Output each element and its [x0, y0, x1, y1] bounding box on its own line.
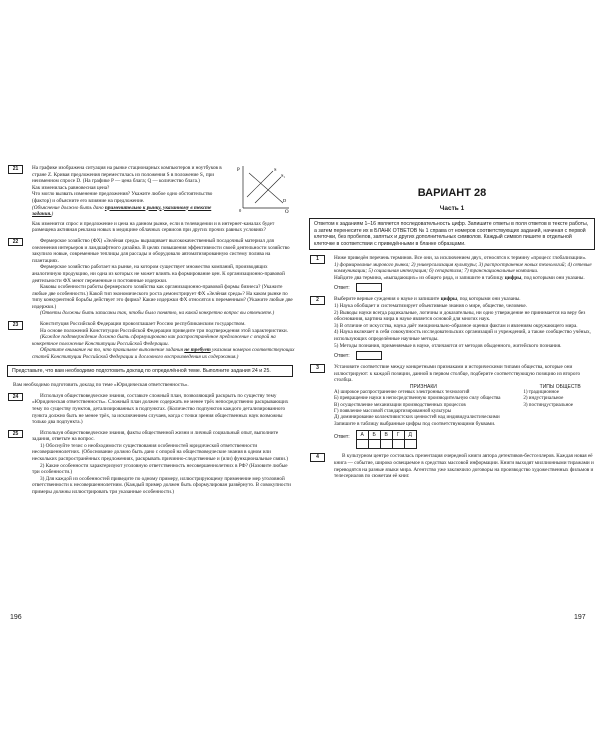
answer-letter: В: [380, 430, 392, 440]
question-text: Каковы особенности работы фермерского хозяйства как организационно-правовой формы бизнеса? (Укажите любые две особенности.) Какой тип экономического роста демонстрирует ФХ «Зелёная среда»? На каком рынке по типу конкурентной борьбы действует это фирма? Какие издержки ФХ относятся к переменным? (Укажите любые две издержки.): [32, 284, 293, 310]
question-number: 3: [310, 364, 325, 373]
answer-field[interactable]: [356, 351, 382, 360]
question-text: Конституция Российской Федерации провозглашает Россию республиканским государством.: [40, 321, 246, 328]
answer-cell[interactable]: [368, 440, 380, 449]
question-number: 1: [310, 255, 325, 264]
answer-line: Ответ: А Б В Г Д: [334, 430, 597, 450]
question-text: Используя обществоведческие знания, составьте сложный план, позволяющий раскрыть по существу тему «Юридическая ответственность». Сложный план должен содержать не менее трёх непосредственно раскрывающих тему по существу пунктов, детализированных в подпунктах. (Количество подпунктов каждого детализированного пункта должно быть не менее трёх, за исключением случаев, когда с точки зрения общественных наук возможны только два подпункта.): [32, 392, 289, 426]
answer-cell[interactable]: [404, 440, 416, 449]
question-text: Используя обществоведческие знания, факты общественной жизни и личный социальный опыт, выполните задания, ответьте на вопрос.: [32, 429, 279, 443]
answer-line: Ответ:: [334, 283, 597, 292]
matching-columns: [334, 384, 597, 421]
instruction-box: Ответом к заданиям 1–16 является последовательность цифр. Запишите ответы в поля ответов в тексте работы, а затем перенесите их в БЛАНК ОТВЕТОВ № 1 справа от номеров соответствующих заданий, начиная с первой клеточки, без пробелов, запятых и других дополнительных символов. Каждый символ пишите в отдельной клеточке в соответствии с приведёнными в бланке образцами.: [309, 218, 595, 250]
question-2: [307, 296, 597, 360]
question-text: Установите соответствие между конкретными признаками и историческими типами общества, которые они иллюстрируют: к каждой позиции, данной в первом столбце, подберите соответствующую позицию из второго столбца.: [334, 364, 581, 384]
question-25: [5, 430, 295, 496]
question-text: Выберите верные суждения о науке и запишите цифры, под которыми они указаны.: [334, 296, 521, 303]
question-sub: Как изменилась равновесная цена?: [32, 184, 110, 191]
question-task: Запишите в таблицу выбранные цифры под соответствующими буквами.: [334, 421, 496, 428]
part-title: Часть 1: [439, 205, 465, 212]
answer-letter: Б: [368, 430, 380, 440]
origin-label: 0: [239, 208, 242, 213]
question-item: 2) Какие особенности характеризуют уголовную ответственность несовершеннолетних в РФ? (Назовите любые три особенности.): [32, 462, 288, 476]
question-21-continued: [5, 221, 295, 234]
question-text: Фермерское хозяйство (ФХ) «Зелёная среда» выращивает высококачественный посадочный материал для озеленения интерьеров и ландшафтного дизайна. В целях повышения эффективности своей деятельности хозяйство закупило новые, современные теплицы для рассады и оборудовало автоматизированную систему полива на плантациях.: [32, 237, 290, 264]
answer-cell[interactable]: [392, 440, 404, 449]
answer-letter: А: [356, 430, 368, 440]
right-page: [307, 165, 597, 680]
statement: 3) В отличие от искусства, наука даёт эмоционально-образное оценки фактам и явлениям окружающего мира.: [334, 322, 578, 329]
question-number: 25: [8, 430, 23, 439]
types-column: ТИПЫ ОБЩЕСТВ 1) традиционное 2) индустриальное 3) постиндустриальное: [523, 383, 581, 408]
question-note: Обратите внимание на то, что правильное выполнение задания не требует указания номеров соответствующих статей Конституции Российской Федерации и дословного воспроизведения их содержания.): [32, 347, 295, 361]
question-text: Ниже приведён перечень терминов. Все они, за исключением двух, относятся к термину «процесс глобализации».: [334, 255, 587, 261]
question-text: На основе положений Конституции Российской Федерации приведите три подтверждения этой характеристики.: [40, 327, 288, 334]
question-note: (Объяснение должно быть дано применительно к рынку, указанному в тексте задания.): [32, 204, 212, 218]
question-number: 24: [8, 393, 23, 402]
question-number: 22: [8, 238, 23, 247]
question-24: [5, 393, 295, 426]
instruction-box: Представьте, что вам необходимо подготовить доклад по определённой теме. Выполните задания 24 и 25.: [7, 365, 293, 378]
question-item: 1) Обоснуйте тезис о необходимости существования особенностей юридической ответственности несовершеннолетних. (Обоснование должно быть дано с опорой на обществоведческие знания в одном или нескольких распространённых предложениях, раскрывать причинно-следственные и (или) функциональные связи.): [32, 442, 288, 463]
question-22: [5, 238, 295, 317]
question-text: В культурном центре состоялась презентация очередной книги автора детективов-бестселлеров. Каждая новая её книга — событие, широко освещаемое в средствах массовой информации. Книги выходят миллионными тиражами и переводятся на разные языки мира. Агентство уже заключило договоры на производство художественных фильмов и телесериалов по сюжетам её книг.: [334, 453, 594, 480]
statement: 2) Выводы науки всегда радикальные, логичны и доказательны, ни одно утверждение не принимается на веру без обоснования, картина мира в науке является основой для многих наук.: [334, 309, 586, 323]
question-sub: Как изменится спрос и предложение и цена на данном рынке, если в телевидении и в интернет-каналах будет размещена активная реклама новых в медицине облачных сервисов при других прочих равных условиях?: [32, 220, 275, 234]
left-page: [5, 165, 295, 680]
question-23: [5, 321, 295, 361]
answer-cell[interactable]: [380, 440, 392, 449]
question-number: 2: [310, 296, 325, 305]
question-number: 21: [8, 165, 23, 174]
statement: 4) Наука включает в себя совокупность исследовательских организаций и учреждений, а также сообщество учёных, использующих определённые научные методы.: [334, 329, 591, 342]
question-sub: Что могло вызвать изменение предложения? Укажите любое одно обстоятельство (фактор) и объясните его влияние на предложение.: [32, 191, 213, 204]
question-number: 4: [310, 453, 325, 462]
statement: 1) Наука обобщает и систематизирует объективные знания о мире, обществе, человеке.: [334, 302, 527, 309]
features-column: ПРИЗНАКИ А) широкое распространение сетевых электронных технологий Б) превращение науки в непосредственную производительную силу общества В) осуществление механизации производственных процессов Г) появление массовой стандартизированной культуры Д) доминирование коллективистских ценностей над индивидуалистическими: [334, 383, 501, 420]
question-note: (Каждое подтверждение должно быть сформулировано как распространённое предложение с опорой на конкретное положение Конституции Российской Федерации.: [32, 334, 276, 347]
question-number: 23: [8, 321, 23, 330]
page-number-left: 196: [10, 614, 22, 621]
curve-label-d: D: [283, 198, 287, 203]
answer-line: Ответ:: [334, 351, 597, 360]
answer-field[interactable]: [356, 283, 382, 292]
question-text: Фермерское хозяйство работает на рынке, на котором существует множество компаний, производящих аналогичную продукцию, ни одна из которых не может влиять на формирование цен. К организационно-правовой деятельности ФХ меют переменные и постоянные издержки.: [32, 264, 285, 284]
answer-letter: Г: [392, 430, 404, 440]
question-item: 3) Для каждой из особенностей приведите по одному примеру, иллюстрирующему применение мер уголовной ответственности к несовершеннолетним. (Каждый пример должен быть сформулирован развёрнуто. В совокупности примеры должны иллюстрировать три указанные особенности.): [32, 475, 291, 496]
question-note: (Ответы должны быть записаны так, чтобы было понятно, на какой конкретно вопрос вы отвечаете.): [40, 310, 275, 317]
answer-cell[interactable]: [356, 440, 368, 449]
question-21: [5, 165, 295, 218]
statement: 5) Методы познания, применяемые в науке, отличаются от методов обыденного, житейского познания.: [334, 342, 562, 349]
variant-title: ВАРИАНТ 28: [417, 187, 487, 199]
answer-table: [356, 430, 417, 450]
page-number-right: 197: [574, 614, 586, 621]
question-task: Найдите два термина, «выпадающих» из общего ряда, и запишите в таблицу цифры, под которыми они указаны.: [334, 274, 585, 281]
answer-letter: Д: [404, 430, 416, 440]
question-text: На графике изображена ситуация на рынке стационарных компьютеров и ноутбуков в стране Z. Кривая предложения переместилась из положения S в положение S₁ при неизменном спросе D. (На графике P — цена блага; Q — количество блага.): [32, 165, 222, 185]
question-4: [307, 453, 597, 479]
question-3: [307, 364, 597, 449]
supply-demand-graph: [235, 163, 291, 213]
axis-label-p: P: [237, 168, 240, 173]
axis-label-q: Q: [285, 210, 289, 213]
topic-line: Вам необходимо подготовить доклад по теме «Юридическая ответственность».: [13, 382, 189, 389]
question-1: [307, 255, 597, 292]
term-list: 1) формирование мирового рынка; 2) универсализация культуры; 3) распространение новых технологий; 4) сетевые коммуникации; 5) социальная интеграция; 6) сепаратизм; 7) транснациональные компании.: [334, 261, 592, 275]
curve-label-s: S: [274, 167, 277, 172]
curve-label-s1: S₁: [281, 173, 286, 178]
